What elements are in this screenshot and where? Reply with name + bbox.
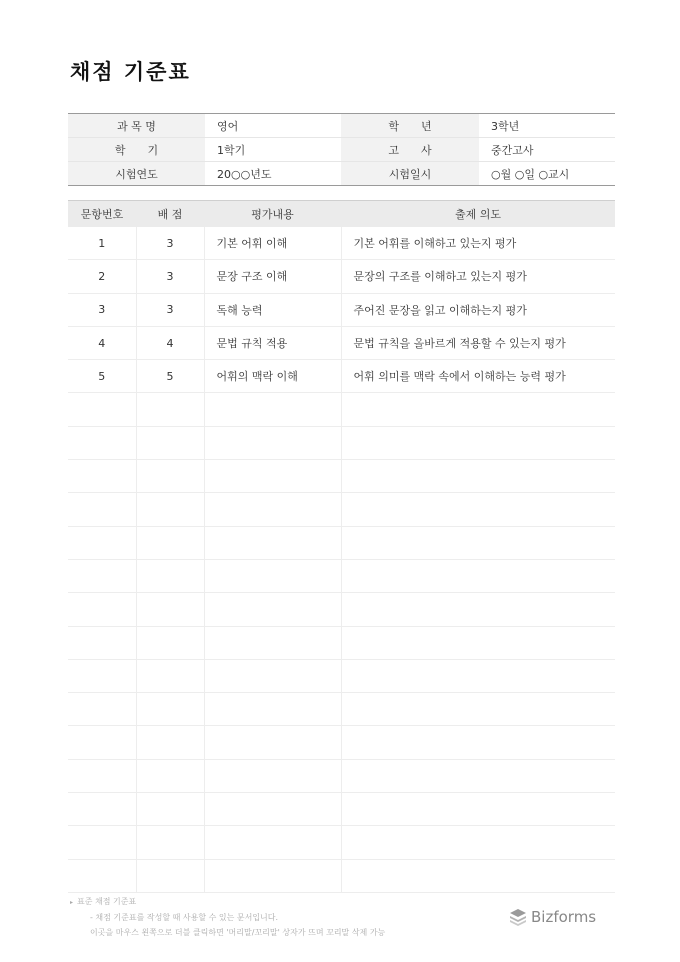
- table-cell: [204, 693, 341, 726]
- table-cell: 3: [136, 227, 204, 260]
- table-cell: [341, 859, 615, 892]
- table-cell: [68, 859, 136, 892]
- footer-line-1: - 채점 기준표를 작성할 때 사용할 수 있는 문서입니다.: [90, 913, 279, 922]
- table-cell: [204, 793, 341, 826]
- empty-row: [68, 726, 615, 759]
- info-label: 시험일시: [341, 162, 479, 186]
- table-cell: [136, 759, 204, 792]
- table-cell: 문장 구조 이해: [204, 260, 341, 293]
- bizforms-logo-icon: [509, 908, 527, 926]
- table-cell: [68, 726, 136, 759]
- table-cell: 4: [68, 326, 136, 359]
- table-cell: [204, 426, 341, 459]
- table-cell: [341, 526, 615, 559]
- empty-row: [68, 859, 615, 892]
- table-row: [68, 260, 615, 293]
- table-cell: 기본 어휘를 이해하고 있는지 평가: [341, 227, 615, 260]
- empty-row: [68, 759, 615, 792]
- table-cell: [341, 693, 615, 726]
- table-cell: 3: [68, 293, 136, 326]
- table-cell: [136, 693, 204, 726]
- brand-name: Bizforms: [531, 908, 597, 926]
- table-cell: [136, 593, 204, 626]
- info-label: 시험연도: [68, 162, 205, 186]
- table-cell: [136, 859, 204, 892]
- table-cell: [204, 826, 341, 859]
- table-cell: 문법 규칙을 올바르게 적용할 수 있는지 평가: [341, 326, 615, 359]
- info-label: 학 기: [68, 138, 205, 162]
- table-cell: [204, 526, 341, 559]
- table-cell: [68, 460, 136, 493]
- table-cell: [341, 826, 615, 859]
- table-cell: [341, 493, 615, 526]
- table-cell: 5: [68, 360, 136, 393]
- table-cell: 문법 규칙 적용: [204, 326, 341, 359]
- table-cell: [204, 593, 341, 626]
- column-header: 출제 의도: [341, 201, 615, 228]
- info-value: 1학기: [205, 138, 341, 162]
- empty-row: [68, 526, 615, 559]
- info-row: [68, 114, 615, 138]
- table-cell: [68, 559, 136, 592]
- table-cell: 3: [136, 293, 204, 326]
- table-cell: [204, 659, 341, 692]
- table-cell: [136, 393, 204, 426]
- table-cell: [68, 793, 136, 826]
- empty-row: [68, 793, 615, 826]
- table-cell: [68, 593, 136, 626]
- table-cell: [341, 659, 615, 692]
- table-cell: [204, 626, 341, 659]
- table-cell: [136, 526, 204, 559]
- empty-row: [68, 593, 615, 626]
- footer-title-line: [70, 894, 385, 910]
- table-cell: 어휘의 맥락 이해: [204, 360, 341, 393]
- table-cell: 1: [68, 227, 136, 260]
- empty-row: [68, 460, 615, 493]
- table-cell: [68, 826, 136, 859]
- table-cell: [341, 426, 615, 459]
- table-row: [68, 326, 615, 359]
- table-cell: 독해 능력: [204, 293, 341, 326]
- brand-logo: [509, 908, 596, 926]
- table-cell: [204, 559, 341, 592]
- table-cell: [68, 426, 136, 459]
- footer-title: 표준 채점 기준표: [77, 897, 137, 906]
- table-cell: 문장의 구조를 이해하고 있는지 평가: [341, 260, 615, 293]
- info-value: 3학년: [479, 114, 615, 138]
- table-cell: [341, 393, 615, 426]
- info-value: 중간고사: [479, 138, 615, 162]
- table-cell: 어휘 의미를 맥락 속에서 이해하는 능력 평가: [341, 360, 615, 393]
- table-cell: [341, 793, 615, 826]
- table-cell: [204, 759, 341, 792]
- table-cell: [68, 526, 136, 559]
- empty-row: [68, 693, 615, 726]
- info-label: 과 목 명: [68, 114, 205, 138]
- table-cell: [136, 726, 204, 759]
- table-cell: [68, 759, 136, 792]
- column-header: 배 점: [136, 201, 204, 228]
- info-row: [68, 162, 615, 186]
- table-cell: [204, 460, 341, 493]
- page-title: 채점 기준표: [70, 60, 191, 84]
- empty-row: [68, 393, 615, 426]
- table-cell: [204, 859, 341, 892]
- table-cell: [136, 493, 204, 526]
- column-header: 문항번호: [68, 201, 136, 228]
- table-cell: [204, 493, 341, 526]
- table-cell: [204, 393, 341, 426]
- table-cell: [136, 826, 204, 859]
- info-table: [68, 113, 615, 186]
- table-cell: 3: [136, 260, 204, 293]
- table-cell: 4: [136, 326, 204, 359]
- table-cell: [68, 693, 136, 726]
- empty-row: [68, 493, 615, 526]
- empty-row: [68, 426, 615, 459]
- table-row: [68, 360, 615, 393]
- info-value: 영어: [205, 114, 341, 138]
- info-label: 고 사: [341, 138, 479, 162]
- table-cell: [68, 393, 136, 426]
- table-cell: [341, 460, 615, 493]
- info-value: 20○○년도: [217, 167, 272, 181]
- table-cell: [136, 659, 204, 692]
- footer-line-2: 이곳을 마우스 왼쪽으로 더블 클릭하면 '머리말/꼬리말' 상자가 뜨며 꼬리말 삭제 가능: [90, 928, 386, 937]
- table-cell: [136, 460, 204, 493]
- table-cell: [136, 559, 204, 592]
- table-row: [68, 227, 615, 260]
- triangle-bullet-icon: ▸: [70, 899, 74, 906]
- table-cell: [68, 626, 136, 659]
- info-label: 학 년: [341, 114, 479, 138]
- table-cell: [136, 426, 204, 459]
- table-cell: [341, 593, 615, 626]
- table-cell: [341, 726, 615, 759]
- info-value: ○월 ○일 ○교시: [491, 167, 570, 181]
- info-row: [68, 138, 615, 162]
- table-cell: 2: [68, 260, 136, 293]
- empty-row: [68, 659, 615, 692]
- table-cell: [68, 493, 136, 526]
- table-cell: [136, 626, 204, 659]
- column-header: 평가내용: [204, 201, 341, 228]
- table-cell: [341, 626, 615, 659]
- table-cell: [68, 659, 136, 692]
- footer-notes[interactable]: [70, 894, 385, 940]
- table-cell: [341, 759, 615, 792]
- table-cell: 5: [136, 360, 204, 393]
- empty-row: [68, 559, 615, 592]
- table-cell: [136, 793, 204, 826]
- table-cell: 주어진 문장을 읽고 이해하는지 평가: [341, 293, 615, 326]
- empty-row: [68, 826, 615, 859]
- empty-row: [68, 626, 615, 659]
- table-cell: [204, 726, 341, 759]
- table-row: [68, 293, 615, 326]
- table-cell: [341, 559, 615, 592]
- scoring-table: [68, 200, 615, 893]
- table-cell: 기본 어휘 이해: [204, 227, 341, 260]
